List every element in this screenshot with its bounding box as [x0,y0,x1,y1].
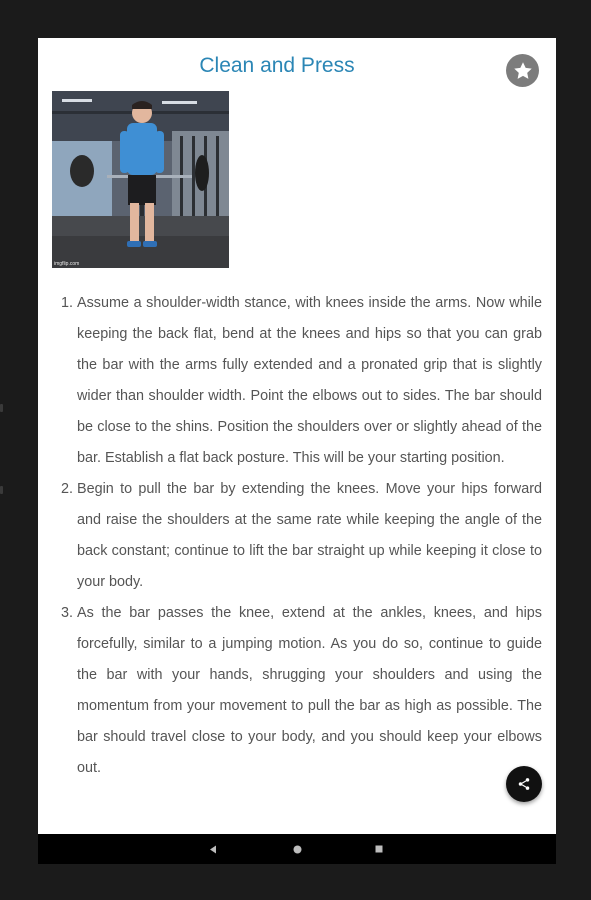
share-icon [517,777,531,791]
nav-back-button[interactable] [204,840,222,858]
image-caption: imgflip.com [54,261,80,267]
exercise-image [52,91,229,268]
nav-recents-button[interactable] [370,840,388,858]
instructions-list [38,288,542,794]
gym-photo-illustration [52,91,229,268]
nav-home-button[interactable] [288,840,306,858]
star-icon [512,60,534,82]
recents-square-icon [375,845,383,853]
system-navigation-bar [38,834,556,864]
side-indicator [0,404,3,412]
instruction-step: 2. Begin to pull the bar by extending the knees. Move your hips forward and raise the shoulders at the same rate while keeping the angle of the back constant; continue to lift the bar straight up while keeping it close to your body. [77,474,542,598]
favorite-button[interactable] [506,54,539,87]
exercise-detail-screen [38,38,556,834]
instruction-step: 3. As the bar passes the knee, extend at the ankles, knees, and hips forcefully, similar to a jumping motion. As you do so, continue to guide the bar with your hands, shrugging your shoulders and using the momentum from your movement to pull the bar as high as possible. The bar should travel close to your body, and you should keep your elbows out. [77,598,542,784]
page-title: Clean and Press [199,54,355,77]
home-circle-icon [293,845,302,854]
side-indicator [0,486,3,494]
instruction-step: 1. Assume a shoulder-width stance, with knees inside the arms. Now while keeping the back flat, bend at the knees and hips so that you can grab the bar with the arms fully extended and a pronated grip that is slightly wider than shoulder width. Point the elbows out to sides. The bar should be close to the shins. Position the shoulders over or slightly ahead of the bar. Establish a flat back posture. This will be your starting position. [77,288,542,474]
share-button[interactable] [506,766,542,802]
back-triangle-icon [209,845,217,854]
